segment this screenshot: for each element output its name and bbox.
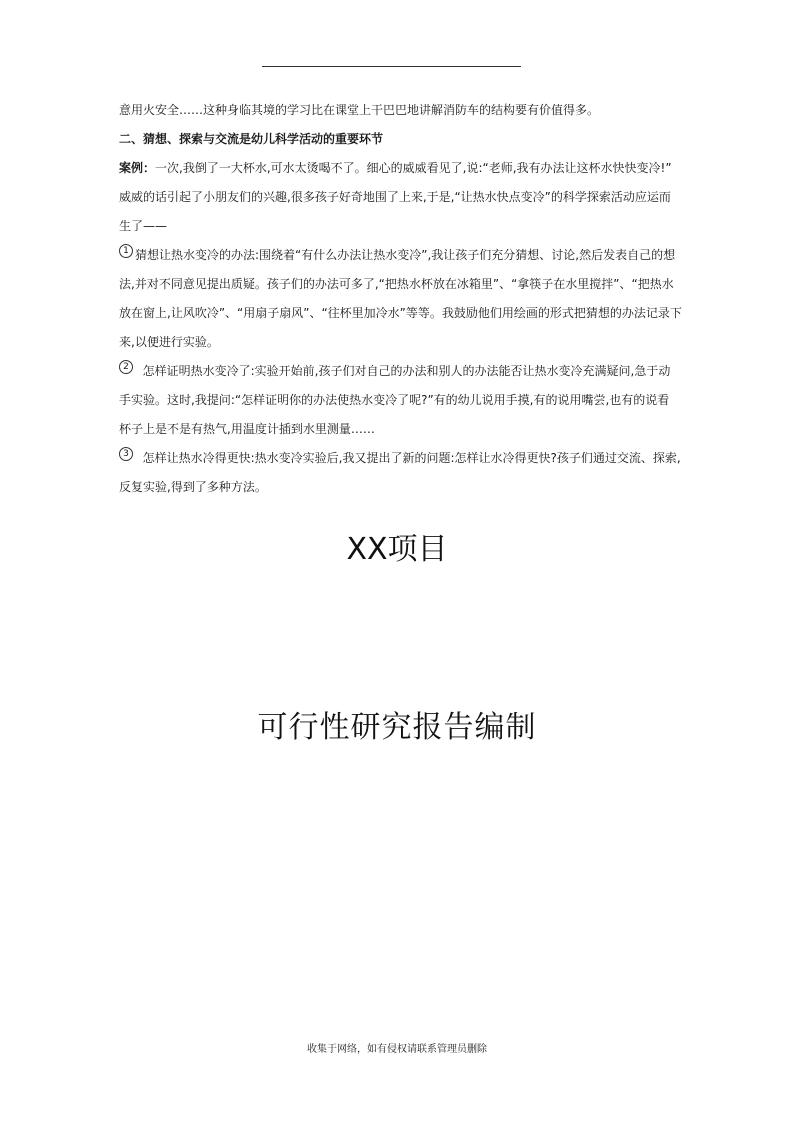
step-marker-2: 2 bbox=[119, 360, 133, 374]
step-3-line-1: 反复实验,得到了多种方法。 bbox=[119, 480, 267, 494]
body-text bbox=[119, 96, 682, 502]
step-3-line-0 bbox=[119, 444, 679, 473]
project-title: XX项目 bbox=[346, 532, 448, 567]
step-3-text-0: 怎样让热水冷得更快:热水变冷实验后,我又提出了新的问题:怎样让水冷得更快?孩子们通过交流、探索, bbox=[142, 451, 681, 465]
report-title: 可行性研究报告编制 bbox=[257, 710, 537, 745]
intro-line: 意用火安全……这种身临其境的学习比在课堂上干巴巴地讲解消防车的结构要有价值得多。 bbox=[119, 103, 600, 117]
footer-note: 收集于网络，如有侵权请联系管理员删除 bbox=[307, 1044, 487, 1055]
case-label: 案例： bbox=[119, 161, 156, 175]
step-1-line-1: 法,并对不同意见提出质疑。孩子们的办法可多了,“把热水杯放在冰箱里”、“拿筷子在水里搅拌”、“把热水 bbox=[119, 277, 674, 291]
case-line-2: 生了—— bbox=[119, 219, 168, 233]
case-line-0 bbox=[119, 154, 679, 183]
step-1-line-3: 来,以便进行实验。 bbox=[119, 335, 219, 349]
step-2-line-2: 杯子上是不是有热气,用温度计插到水里测量…… bbox=[119, 422, 375, 436]
step-2-text-0: 怎样证明热水变冷了:实验开始前,孩子们对自己的办法和别人的办法能否让热水变冷充满疑问,急于动 bbox=[142, 364, 671, 378]
section-heading: 二、猜想、探索与交流是幼儿科学活动的重要环节 bbox=[119, 132, 384, 146]
step-marker-1: 1 bbox=[119, 244, 133, 258]
step-1-line-0 bbox=[119, 241, 679, 270]
case-text: 一次,我倒了一大杯水,可水太烫喝不了。细心的威威看见了,说:“老师,我有办法让这杯水快快变冷!” bbox=[155, 161, 672, 175]
step-2-line-0 bbox=[119, 357, 679, 386]
case-line-1: 威威的话引起了小朋友们的兴趣,很多孩子好奇地围了上来,于是,“让热水快点变冷”的科学探索活动应运而 bbox=[119, 190, 671, 204]
step-marker-3: 3 bbox=[119, 447, 133, 461]
step-2-line-1: 手实验。这时,我提问:“怎样证明你的办法使热水变冷了呢?”有的幼儿说用手摸,有的说用嘴尝,也有的说看 bbox=[119, 393, 670, 407]
step-1-text-0: 猜想让热水变冷的办法:围绕着“有什么办法让热水变冷”,我让孩子们充分猜想、讨论,然后发表自己的想 bbox=[135, 248, 676, 262]
step-1-line-2: 放在窗上,让风吹冷”、“用扇子扇风”、“往杯里加冷水”等等。我鼓励他们用绘画的形式把猜想的办法记录下 bbox=[119, 306, 682, 320]
header-rule bbox=[262, 66, 521, 67]
